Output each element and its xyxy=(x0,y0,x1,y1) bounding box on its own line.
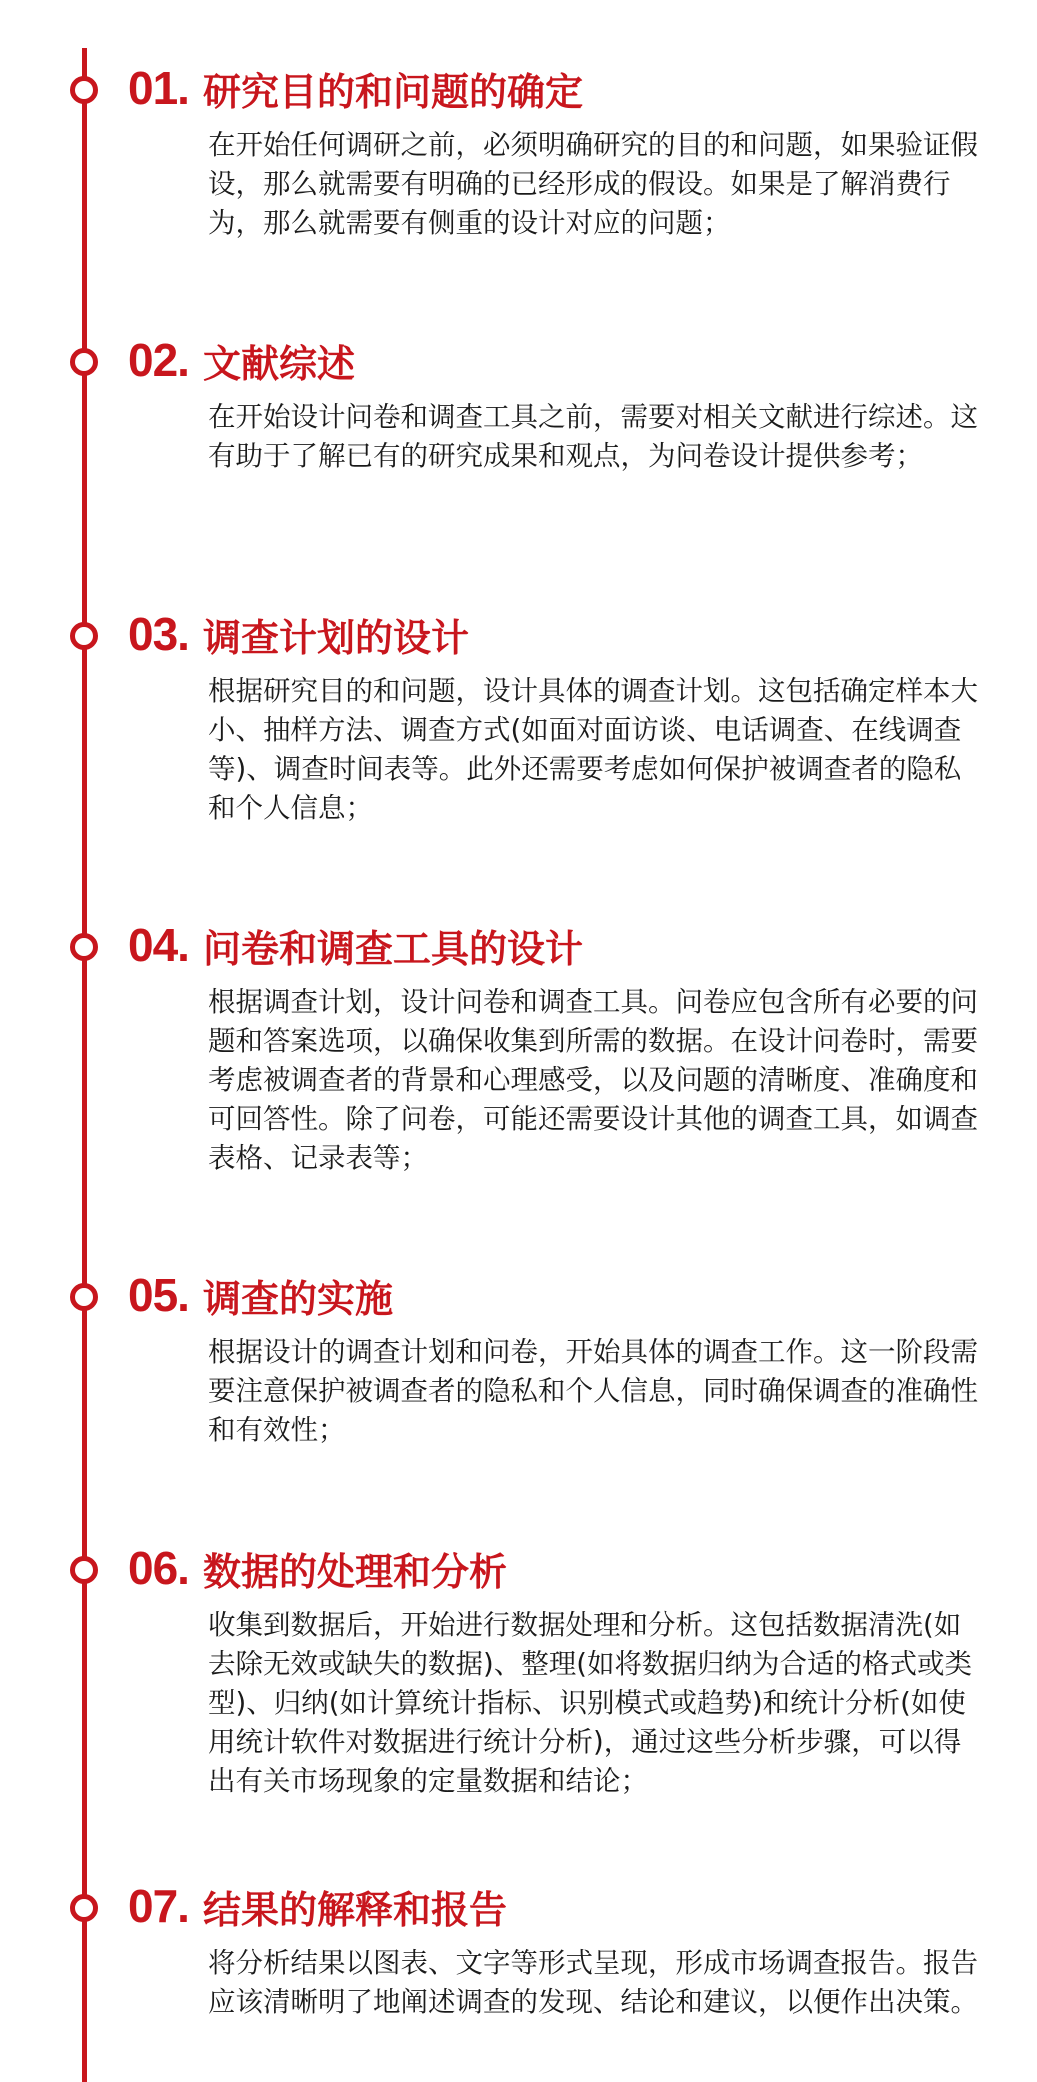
step-body: 根据调查计划，设计问卷和调查工具。问卷应包含所有必要的问题和答案选项，以确保收集到所需的数据。在设计问卷时，需要考虑被调查者的背景和心理感受，以及问题的清晰度、准确度和可回答性。除了问卷，可能还需要设计其他的调查工具，如调查表格、记录表等； xyxy=(208,986,978,1174)
step-number: 02. xyxy=(128,334,189,386)
step-number: 01. xyxy=(128,62,189,114)
step-header xyxy=(128,330,355,390)
step-number: 03. xyxy=(128,608,189,660)
step-body: 在开始设计问卷和调查工具之前，需要对相关文献进行综述。这有助于了解已有的研究成果和观点，为问卷设计提供参考； xyxy=(208,401,978,472)
step-body: 根据研究目的和问题，设计具体的调查计划。这包括确定样本大小、抽样方法、调查方式(如面对面访谈、电话调查、在线调查等)、调查时间表等。此外还需要考虑如何保护被调查者的隐私和个人信息； xyxy=(208,675,978,824)
step-header xyxy=(128,604,469,664)
step-body: 将分析结果以图表、文字等形式呈现，形成市场调查报告。报告应该清晰明了地阐述调查的发现、结论和建议，以便作出决策。 xyxy=(208,1947,978,2018)
step-header xyxy=(128,1876,507,1936)
step-header xyxy=(128,915,583,975)
step-title: 调查的实施 xyxy=(202,1276,393,1321)
step-body: 在开始任何调研之前，必须明确研究的目的和问题，如果验证假设，那么就需要有明确的已经形成的假设。如果是了解消费行为，那么就需要有侧重的设计对应的问题； xyxy=(208,129,978,239)
step-body: 收集到数据后，开始进行数据处理和分析。这包括数据清洗(如去除无效或缺失的数据)、整理(如将数据归纳为合适的格式或类型)、归纳(如计算统计指标、识别模式或趋势)和统计分析(如使用统计软件对数据进行统计分析)，通过这些分析步骤，可以得出有关市场现象的定量数据和结论； xyxy=(208,1609,972,1797)
step-header xyxy=(128,1538,507,1598)
step-title: 研究目的和问题的确定 xyxy=(202,69,583,114)
timeline-node-icon xyxy=(70,1556,98,1584)
timeline-node-icon xyxy=(70,933,98,961)
step-number: 07. xyxy=(128,1880,189,1932)
timeline-node-icon xyxy=(70,348,98,376)
step-number: 06. xyxy=(128,1542,189,1594)
step-title: 问卷和调查工具的设计 xyxy=(202,926,583,971)
step-number: 04. xyxy=(128,919,189,971)
timeline-node-icon xyxy=(70,1894,98,1922)
step-title: 数据的处理和分析 xyxy=(202,1549,507,1594)
timeline-node-icon xyxy=(70,76,98,104)
step-title: 文献综述 xyxy=(202,341,355,386)
step-title: 结果的解释和报告 xyxy=(202,1887,507,1932)
step-header xyxy=(128,1265,393,1325)
step-number: 05. xyxy=(128,1269,189,1321)
step-header xyxy=(128,58,583,118)
step-body: 根据设计的调查计划和问卷，开始具体的调查工作。这一阶段需要注意保护被调查者的隐私和个人信息，同时确保调查的准确性和有效性； xyxy=(208,1336,978,1446)
timeline-node-icon xyxy=(70,622,98,650)
step-title: 调查计划的设计 xyxy=(202,615,469,660)
timeline-node-icon xyxy=(70,1283,98,1311)
